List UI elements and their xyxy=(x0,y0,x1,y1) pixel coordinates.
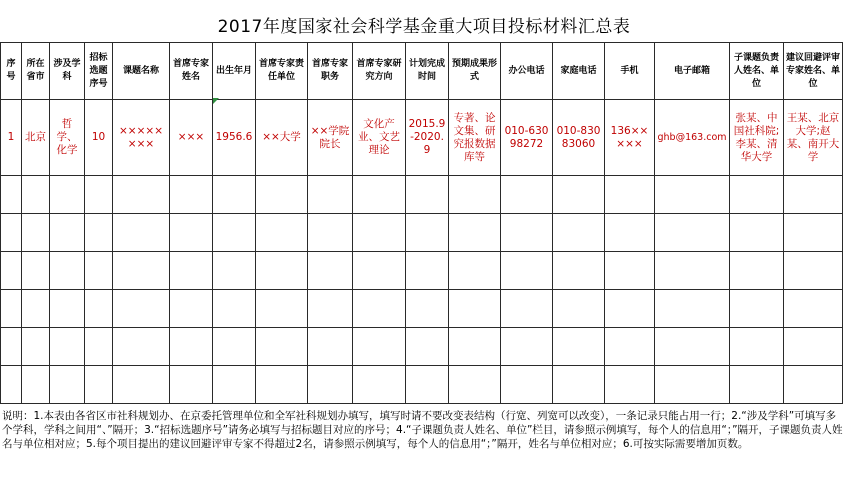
empty-cell[interactable] xyxy=(655,214,730,252)
header-cell[interactable]: 首席专家责任单位 xyxy=(256,43,308,100)
empty-cell[interactable] xyxy=(655,366,730,404)
header-cell[interactable]: 子课题负责人姓名、单位 xyxy=(730,43,784,100)
empty-cell[interactable] xyxy=(113,214,170,252)
empty-cell[interactable] xyxy=(784,290,843,328)
empty-cell[interactable] xyxy=(406,252,449,290)
header-cell[interactable]: 课题名称 xyxy=(113,43,170,100)
empty-cell[interactable] xyxy=(605,366,655,404)
empty-cell[interactable] xyxy=(213,252,256,290)
empty-cell[interactable] xyxy=(449,252,501,290)
empty-cell[interactable] xyxy=(730,176,784,214)
empty-cell[interactable] xyxy=(1,176,22,214)
empty-cell[interactable] xyxy=(553,290,605,328)
empty-cell[interactable] xyxy=(605,328,655,366)
empty-cell[interactable] xyxy=(501,176,553,214)
table-cell[interactable]: 2015.9-2020.9 xyxy=(406,100,449,176)
empty-cell[interactable] xyxy=(308,328,353,366)
header-cell[interactable]: 预期成果形式 xyxy=(449,43,501,100)
empty-cell[interactable] xyxy=(605,214,655,252)
empty-cell[interactable] xyxy=(353,328,406,366)
header-cell[interactable]: 首席专家职务 xyxy=(308,43,353,100)
empty-cell[interactable] xyxy=(113,290,170,328)
empty-cell[interactable] xyxy=(113,252,170,290)
empty-cell[interactable] xyxy=(170,176,213,214)
empty-cell[interactable] xyxy=(85,366,113,404)
header-cell[interactable]: 序号 xyxy=(1,43,22,100)
empty-cell[interactable] xyxy=(256,214,308,252)
empty-cell[interactable] xyxy=(553,328,605,366)
empty-cell[interactable] xyxy=(50,328,85,366)
empty-cell[interactable] xyxy=(22,328,50,366)
table-cell[interactable]: 1 xyxy=(1,100,22,176)
empty-cell[interactable] xyxy=(170,214,213,252)
empty-cell[interactable] xyxy=(605,290,655,328)
empty-cell[interactable] xyxy=(50,176,85,214)
table-cell[interactable]: 王某、北京大学;赵某、南开大学 xyxy=(784,100,843,176)
empty-row xyxy=(1,176,843,214)
empty-cell[interactable] xyxy=(449,366,501,404)
header-cell[interactable]: 家庭电话 xyxy=(553,43,605,100)
empty-cell[interactable] xyxy=(308,214,353,252)
table-cell[interactable]: ××学院院长 xyxy=(308,100,353,176)
empty-cell[interactable] xyxy=(730,290,784,328)
table-cell[interactable]: ghb@163.com xyxy=(655,100,730,176)
empty-cell[interactable] xyxy=(170,366,213,404)
table-cell[interactable]: 010-83083060 xyxy=(553,100,605,176)
header-cell[interactable]: 办公电话 xyxy=(501,43,553,100)
empty-cell[interactable] xyxy=(353,252,406,290)
empty-cell[interactable] xyxy=(213,176,256,214)
empty-cell[interactable] xyxy=(730,214,784,252)
header-cell[interactable]: 涉及学科 xyxy=(50,43,85,100)
empty-cell[interactable] xyxy=(553,214,605,252)
empty-cell[interactable] xyxy=(113,176,170,214)
empty-cell[interactable] xyxy=(50,290,85,328)
empty-cell[interactable] xyxy=(50,252,85,290)
summary-table xyxy=(0,42,843,404)
page-title: 2017年度国家社会科学基金重大项目投标材料汇总表 xyxy=(217,17,631,37)
empty-cell[interactable] xyxy=(85,176,113,214)
empty-cell[interactable] xyxy=(213,290,256,328)
empty-cell[interactable] xyxy=(170,290,213,328)
empty-cell[interactable] xyxy=(784,176,843,214)
empty-cell[interactable] xyxy=(406,366,449,404)
empty-cell[interactable] xyxy=(784,366,843,404)
empty-cell[interactable] xyxy=(85,328,113,366)
empty-row xyxy=(1,366,843,404)
empty-cell[interactable] xyxy=(605,252,655,290)
empty-cell[interactable] xyxy=(553,252,605,290)
table-cell[interactable]: 北京 xyxy=(22,100,50,176)
table-cell[interactable]: 1956.6 xyxy=(213,100,256,176)
empty-cell[interactable] xyxy=(213,366,256,404)
empty-cell[interactable] xyxy=(170,252,213,290)
empty-cell[interactable] xyxy=(655,328,730,366)
empty-cell[interactable] xyxy=(85,214,113,252)
empty-cell[interactable] xyxy=(353,176,406,214)
table-cell[interactable]: 136××××× xyxy=(605,100,655,176)
empty-cell[interactable] xyxy=(730,328,784,366)
header-cell[interactable]: 所在省市 xyxy=(22,43,50,100)
empty-cell[interactable] xyxy=(1,252,22,290)
empty-cell[interactable] xyxy=(256,176,308,214)
table-cell[interactable]: 文化产业、文艺理论 xyxy=(353,100,406,176)
empty-cell[interactable] xyxy=(1,366,22,404)
empty-cell[interactable] xyxy=(406,328,449,366)
empty-cell[interactable] xyxy=(256,328,308,366)
empty-cell[interactable] xyxy=(22,176,50,214)
header-cell[interactable]: 手机 xyxy=(605,43,655,100)
table-cell[interactable]: 哲学、化学 xyxy=(50,100,85,176)
header-cell[interactable]: 电子邮箱 xyxy=(655,43,730,100)
empty-cell[interactable] xyxy=(22,290,50,328)
empty-cell[interactable] xyxy=(256,366,308,404)
table-row xyxy=(1,100,843,176)
empty-cell[interactable] xyxy=(501,252,553,290)
table-cell[interactable]: ××× xyxy=(170,100,213,176)
empty-cell[interactable] xyxy=(406,176,449,214)
empty-cell[interactable] xyxy=(406,214,449,252)
empty-cell[interactable] xyxy=(113,366,170,404)
empty-cell[interactable] xyxy=(353,366,406,404)
empty-cell[interactable] xyxy=(553,366,605,404)
empty-cell[interactable] xyxy=(655,252,730,290)
empty-cell[interactable] xyxy=(655,176,730,214)
empty-row xyxy=(1,328,843,366)
header-cell[interactable]: 建议回避评审专家姓名、单位 xyxy=(784,43,843,100)
empty-cell[interactable] xyxy=(256,252,308,290)
empty-cell[interactable] xyxy=(501,328,553,366)
empty-cell[interactable] xyxy=(605,176,655,214)
empty-cell[interactable] xyxy=(308,252,353,290)
empty-cell[interactable] xyxy=(449,290,501,328)
empty-cell[interactable] xyxy=(553,176,605,214)
empty-cell[interactable] xyxy=(449,328,501,366)
empty-cell[interactable] xyxy=(213,328,256,366)
empty-cell[interactable] xyxy=(22,252,50,290)
cell-comment-indicator xyxy=(213,98,219,104)
empty-cell[interactable] xyxy=(256,290,308,328)
empty-cell[interactable] xyxy=(501,214,553,252)
header-cell[interactable]: 计划完成时间 xyxy=(406,43,449,100)
empty-cell[interactable] xyxy=(22,214,50,252)
header-cell[interactable]: 首席专家研究方向 xyxy=(353,43,406,100)
footnote-text: 说明：1.本表由各省区市社科规划办、在京委托管理单位和全军社科规划办填写，填写时请不要改变表结构（行宽、列宽可以改变），一条记录只能占用一行；2.“涉及学科”可填写多个学科，学科之间用“、”隔开；3.“招标选题序号”请务必填写与招标题目对应的序号；4.“子课题负责人姓名、单位”栏目，请参照示例填写，每个人的信息用“；”隔开，子课题负责人姓名与单位相对应；5.每个项目提出的建议回避评审专家不得超过2名，请参照示例填写，每个人的信息用“；”隔开，姓名与单位相对应；6.可按实际需要增加页数。 xyxy=(2,410,843,450)
table-cell[interactable]: 010-63098272 xyxy=(501,100,553,176)
table-cell[interactable]: ××大学 xyxy=(256,100,308,176)
empty-cell[interactable] xyxy=(85,252,113,290)
table-cell[interactable]: ×××××××× xyxy=(113,100,170,176)
header-cell[interactable]: 招标选题序号 xyxy=(85,43,113,100)
empty-cell[interactable] xyxy=(85,290,113,328)
table-cell[interactable]: 10 xyxy=(85,100,113,176)
empty-cell[interactable] xyxy=(784,214,843,252)
empty-cell[interactable] xyxy=(449,214,501,252)
empty-cell[interactable] xyxy=(1,290,22,328)
empty-cell[interactable] xyxy=(113,328,170,366)
table-cell[interactable]: 张某、中国社科院;李某、清华大学 xyxy=(730,100,784,176)
empty-cell[interactable] xyxy=(406,290,449,328)
empty-cell[interactable] xyxy=(501,290,553,328)
empty-row xyxy=(1,252,843,290)
empty-cell[interactable] xyxy=(730,366,784,404)
empty-row xyxy=(1,214,843,252)
empty-cell[interactable] xyxy=(1,214,22,252)
empty-cell[interactable] xyxy=(308,366,353,404)
empty-cell[interactable] xyxy=(50,366,85,404)
empty-cell[interactable] xyxy=(213,214,256,252)
empty-cell[interactable] xyxy=(449,176,501,214)
empty-cell[interactable] xyxy=(353,290,406,328)
header-row xyxy=(1,43,843,100)
empty-cell[interactable] xyxy=(308,290,353,328)
empty-cell[interactable] xyxy=(1,328,22,366)
empty-cell[interactable] xyxy=(655,290,730,328)
empty-cell[interactable] xyxy=(308,176,353,214)
empty-cell[interactable] xyxy=(50,214,85,252)
empty-row xyxy=(1,290,843,328)
header-cell[interactable]: 出生年月 xyxy=(213,43,256,100)
empty-cell[interactable] xyxy=(784,328,843,366)
empty-cell[interactable] xyxy=(353,214,406,252)
empty-cell[interactable] xyxy=(784,252,843,290)
empty-cell[interactable] xyxy=(22,366,50,404)
header-cell[interactable]: 首席专家姓名 xyxy=(170,43,213,100)
empty-cell[interactable] xyxy=(730,252,784,290)
table-cell[interactable]: 专著、论文集、研究报数据库等 xyxy=(449,100,501,176)
empty-cell[interactable] xyxy=(170,328,213,366)
empty-cell[interactable] xyxy=(501,366,553,404)
